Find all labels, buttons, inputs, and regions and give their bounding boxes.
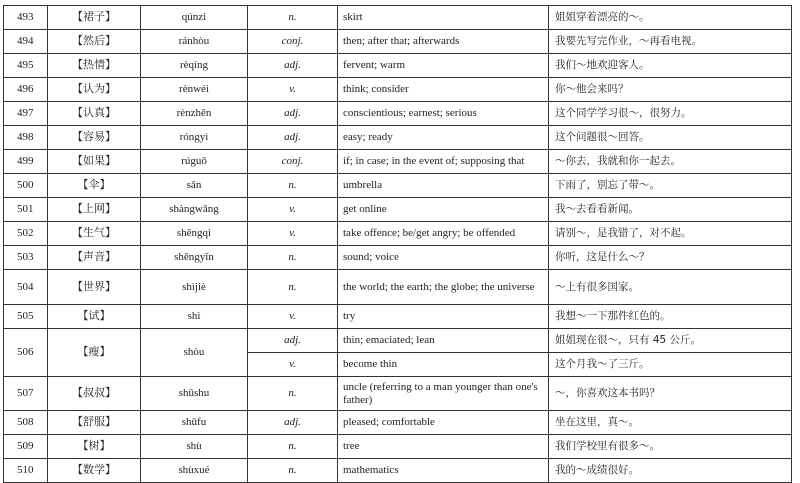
entry-definition: take offence; be/get angry; be offended xyxy=(338,222,549,246)
table-row xyxy=(4,6,792,30)
entry-number: 510 xyxy=(4,459,48,483)
entry-pinyin: ránhòu xyxy=(141,30,248,54)
entry-pinyin: sǎn xyxy=(141,174,248,198)
entry-number: 507 xyxy=(4,377,48,411)
entry-part-of-speech: n. xyxy=(248,435,338,459)
entry-part-of-speech: v. xyxy=(248,305,338,329)
entry-part-of-speech: adj. xyxy=(248,329,338,353)
entry-example: 我要先写完作业，～再看电视。 xyxy=(549,30,792,54)
entry-example: ～你去，我就和你一起去。 xyxy=(549,150,792,174)
entry-example: 我～去看看新闻。 xyxy=(549,198,792,222)
entry-example: 这个月我～了三斤。 xyxy=(549,353,792,377)
entry-part-of-speech: conj. xyxy=(248,150,338,174)
entry-example: 我的～成绩很好。 xyxy=(549,459,792,483)
entry-definition: if; in case; in the event of; supposing that xyxy=(338,150,549,174)
entry-number: 495 xyxy=(4,54,48,78)
entry-part-of-speech: adj. xyxy=(248,126,338,150)
entry-definition: skirt xyxy=(338,6,549,30)
entry-word: 【叔叔】 xyxy=(48,377,141,411)
entry-part-of-speech: v. xyxy=(248,78,338,102)
entry-number: 493 xyxy=(4,6,48,30)
entry-definition: then; after that; afterwards xyxy=(338,30,549,54)
table-row xyxy=(4,54,792,78)
table-row xyxy=(4,126,792,150)
entry-part-of-speech: n. xyxy=(248,270,338,305)
entry-number: 499 xyxy=(4,150,48,174)
entry-number: 497 xyxy=(4,102,48,126)
entry-definition: thin; emaciated; lean xyxy=(338,329,549,353)
entry-example: 姐姐穿着漂亮的～。 xyxy=(549,6,792,30)
entry-example: 你～他会来吗？ xyxy=(549,78,792,102)
entry-part-of-speech: v. xyxy=(248,353,338,377)
entry-word: 【舒服】 xyxy=(48,411,141,435)
entry-example: 我想～一下那件红色的。 xyxy=(549,305,792,329)
entry-word: 【试】 xyxy=(48,305,141,329)
table-row xyxy=(4,270,792,305)
table-row xyxy=(4,305,792,329)
entry-example: 这个同学学习很～，很努力。 xyxy=(549,102,792,126)
entry-word: 【认真】 xyxy=(48,102,141,126)
entry-pinyin: shù xyxy=(141,435,248,459)
entry-definition: try xyxy=(338,305,549,329)
entry-part-of-speech: v. xyxy=(248,198,338,222)
entry-number: 503 xyxy=(4,246,48,270)
entry-definition: conscientious; earnest; serious xyxy=(338,102,549,126)
entry-example: 我们学校里有很多～。 xyxy=(549,435,792,459)
entry-part-of-speech: conj. xyxy=(248,30,338,54)
entry-pinyin: shūshu xyxy=(141,377,248,411)
entry-pinyin: rènzhēn xyxy=(141,102,248,126)
table-row xyxy=(4,222,792,246)
entry-part-of-speech: v. xyxy=(248,222,338,246)
table-row xyxy=(4,411,792,435)
entry-definition: sound; voice xyxy=(338,246,549,270)
entry-definition: tree xyxy=(338,435,549,459)
entry-pinyin: rèqíng xyxy=(141,54,248,78)
entry-word: 【生气】 xyxy=(48,222,141,246)
entry-example: ～，你喜欢这本书吗？ xyxy=(549,377,792,411)
entry-pinyin: shàngwǎng xyxy=(141,198,248,222)
entry-definition: mathematics xyxy=(338,459,549,483)
vocabulary-table xyxy=(3,5,792,483)
entry-number: 505 xyxy=(4,305,48,329)
entry-number: 498 xyxy=(4,126,48,150)
table-row xyxy=(4,377,792,411)
entry-pinyin: shùxué xyxy=(141,459,248,483)
entry-word: 【容易】 xyxy=(48,126,141,150)
entry-word: 【树】 xyxy=(48,435,141,459)
entry-definition: think; consider xyxy=(338,78,549,102)
entry-word: 【热情】 xyxy=(48,54,141,78)
entry-part-of-speech: adj. xyxy=(248,102,338,126)
table-row xyxy=(4,246,792,270)
entry-example: ～上有很多国家。 xyxy=(549,270,792,305)
entry-pinyin: shìjiè xyxy=(141,270,248,305)
entry-definition: get online xyxy=(338,198,549,222)
entry-definition: easy; ready xyxy=(338,126,549,150)
entry-pinyin: qúnzi xyxy=(141,6,248,30)
entry-example: 姐姐现在很～，只有 45 公斤。 xyxy=(549,329,792,353)
entry-number: 508 xyxy=(4,411,48,435)
entry-word: 【声音】 xyxy=(48,246,141,270)
entry-definition: become thin xyxy=(338,353,549,377)
entry-pinyin: shūfu xyxy=(141,411,248,435)
entry-number: 501 xyxy=(4,198,48,222)
entry-pinyin: shòu xyxy=(141,329,248,377)
entry-definition: pleased; comfortable xyxy=(338,411,549,435)
entry-pinyin: shì xyxy=(141,305,248,329)
entry-part-of-speech: adj. xyxy=(248,411,338,435)
table-row xyxy=(4,198,792,222)
entry-pinyin: shēngqì xyxy=(141,222,248,246)
entry-word: 【认为】 xyxy=(48,78,141,102)
entry-number: 500 xyxy=(4,174,48,198)
entry-number: 506 xyxy=(4,329,48,377)
entry-word: 【如果】 xyxy=(48,150,141,174)
table-row xyxy=(4,102,792,126)
entry-pinyin: róngyì xyxy=(141,126,248,150)
entry-example: 下雨了，别忘了带～。 xyxy=(549,174,792,198)
entry-number: 502 xyxy=(4,222,48,246)
table-row xyxy=(4,150,792,174)
entry-part-of-speech: n. xyxy=(248,377,338,411)
entry-part-of-speech: n. xyxy=(248,459,338,483)
entry-word: 【瘦】 xyxy=(48,329,141,377)
entry-definition: umbrella xyxy=(338,174,549,198)
entry-pinyin: rúguǒ xyxy=(141,150,248,174)
entry-word: 【伞】 xyxy=(48,174,141,198)
entry-pinyin: rènwéi xyxy=(141,78,248,102)
entry-word: 【数学】 xyxy=(48,459,141,483)
entry-word: 【上网】 xyxy=(48,198,141,222)
table-row xyxy=(4,329,792,353)
table-row xyxy=(4,174,792,198)
entry-word: 【世界】 xyxy=(48,270,141,305)
entry-part-of-speech: n. xyxy=(248,174,338,198)
entry-word: 【然后】 xyxy=(48,30,141,54)
entry-part-of-speech: n. xyxy=(248,6,338,30)
entry-number: 496 xyxy=(4,78,48,102)
entry-number: 504 xyxy=(4,270,48,305)
vocabulary-table-body xyxy=(4,6,792,483)
table-row xyxy=(4,435,792,459)
table-row xyxy=(4,30,792,54)
entry-number: 509 xyxy=(4,435,48,459)
entry-definition: the world; the earth; the globe; the universe xyxy=(338,270,549,305)
entry-part-of-speech: adj. xyxy=(248,54,338,78)
entry-example: 你听，这是什么～？ xyxy=(549,246,792,270)
entry-example: 我们～地欢迎客人。 xyxy=(549,54,792,78)
table-row xyxy=(4,78,792,102)
entry-example: 坐在这里，真～。 xyxy=(549,411,792,435)
entry-example: 请别～，是我错了，对不起。 xyxy=(549,222,792,246)
entry-definition: uncle (referring to a man younger than one's father) xyxy=(338,377,549,411)
table-row xyxy=(4,459,792,483)
entry-word: 【裙子】 xyxy=(48,6,141,30)
entry-part-of-speech: n. xyxy=(248,246,338,270)
entry-pinyin: shēngyīn xyxy=(141,246,248,270)
entry-definition: fervent; warm xyxy=(338,54,549,78)
entry-example: 这个问题很～回答。 xyxy=(549,126,792,150)
entry-number: 494 xyxy=(4,30,48,54)
